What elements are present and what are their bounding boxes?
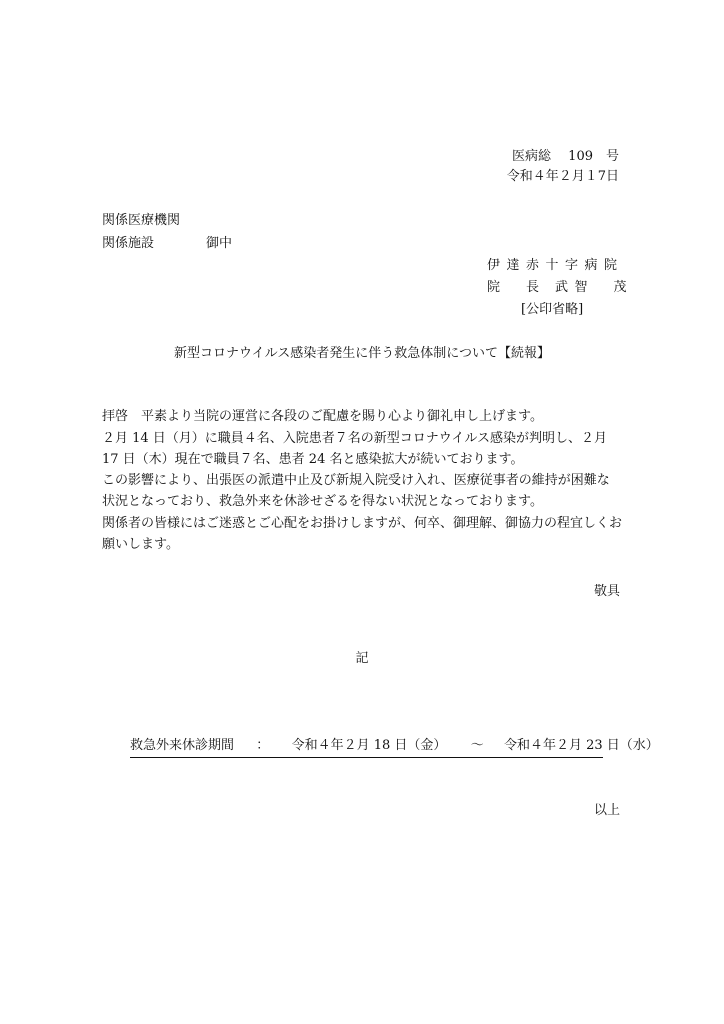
end-mark: 以上 (593, 803, 620, 818)
seal-omitted-note: [公印省略] (521, 302, 584, 317)
sender-organization: 伊達赤十字病院 (487, 258, 624, 273)
greeting-paragraph: 拝啓 平素より当院の運営に各段のご配慮を賜り心より御礼申し上げます。 (102, 409, 543, 424)
recipient-honorific: 御中 (206, 236, 233, 251)
recipient-facilities: 関係施設 (102, 236, 155, 251)
apology-paragraph: 関係者の皆様にはご迷惑とご心配をお掛けしますが、何卒、御理解、御協力の程宜しくお願いします。 (102, 516, 623, 552)
sender-name: 武智 茂 (555, 280, 634, 295)
closure-period-colon: ： (256, 738, 270, 753)
infection-report-paragraph: ２月 14 日（月）に職員４名、入院患者７名の新型コロナウイルス感染が判明し、２月 17 日（木）現在で職員７名、患者 24 名と感染拡大が続いております。 (102, 431, 608, 467)
recipient-medical-institutions: 関係医療機関 (102, 213, 181, 228)
closure-period-tilde: ～ (470, 738, 484, 753)
document-date: 令和４年２月１7日 (506, 169, 619, 184)
closure-period-end: 令和４年２月 23 日（水） (503, 738, 659, 753)
document-title: 新型コロナウイルス感染者発生に伴う救急体制について【続報】 (174, 346, 550, 361)
ki-heading: 記 (355, 651, 369, 666)
document-number: 医病総 109 号 (512, 149, 619, 164)
impact-paragraph: この影響により、出張医の派遣中止及び新規入院受け入れ、医療従事者の維持が困難な状況となっており、救急外来を休診せざるを得ない状況となっております。 (102, 473, 610, 509)
closure-period-start: 令和４年２月 18 日（金） (291, 738, 447, 753)
closure-period-label: 救急外来休診期間 (130, 738, 235, 753)
closure-period-line (130, 735, 659, 758)
sender-title: 院 長 (487, 280, 546, 295)
closing-keigu: 敬具 (593, 584, 620, 599)
